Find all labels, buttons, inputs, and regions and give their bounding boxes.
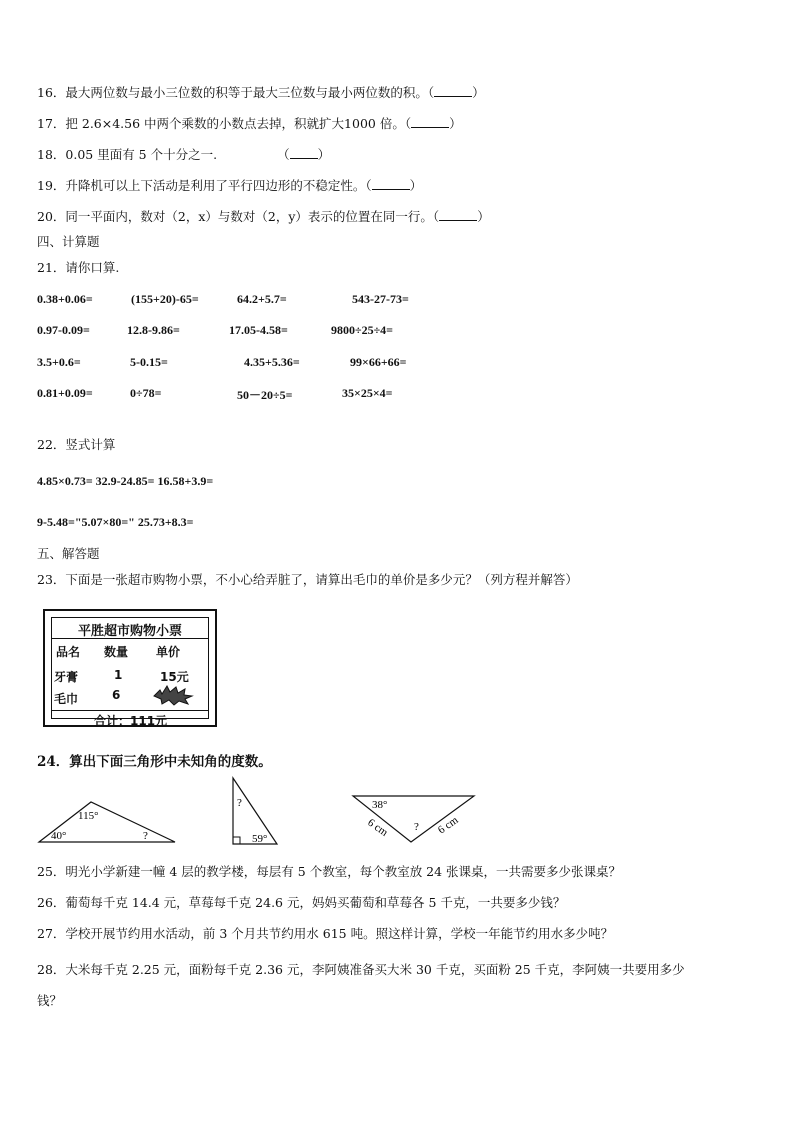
ink-stain-icon: [152, 684, 194, 706]
oral-item: 64.2+5.7=: [237, 292, 287, 306]
answer-blank[interactable]: [372, 177, 410, 190]
answer-blank[interactable]: [411, 115, 449, 128]
oral-item: 0.97-0.09=: [37, 323, 90, 337]
answer-blank[interactable]: [290, 146, 318, 159]
question-26: 26．葡萄每千克 14.4 元，草莓每千克 24.6 元，妈妈买葡萄和草莓各 5 千克，一共要多少钱？: [37, 895, 566, 910]
question-22: 22．竖式计算: [37, 437, 116, 452]
question-18: [37, 146, 330, 163]
divider: [52, 638, 208, 639]
receipt: [43, 609, 217, 727]
angle-label: 59°: [252, 833, 268, 845]
paren-close: ）: [449, 116, 462, 131]
question-text: 19．升降机可以上下活动是利用了平行四边形的不稳定性。（: [37, 178, 372, 193]
question-28: 28．大米每千克 2.25 元，面粉每千克 2.36 元，李阿姨准备买大米 30 千克，买面粉 25 千克，李阿姨一共要用多少: [37, 962, 685, 977]
angle-label: 40°: [51, 830, 67, 842]
oral-item: 0.81+0.09=: [37, 386, 93, 400]
answer-blank[interactable]: [439, 208, 477, 221]
oral-item: 0÷78=: [130, 386, 162, 400]
oral-item: 3.5+0.6=: [37, 355, 81, 369]
unknown-angle-label: ?: [143, 830, 148, 842]
question-28-continued: 钱？: [37, 993, 63, 1008]
vertical-calc-row-1: 4.85×0.73= 32.9-24.85= 16.58+3.9=: [37, 474, 214, 488]
question-20: [37, 208, 490, 225]
receipt-item-qty: 6: [112, 688, 121, 702]
question-17: [37, 115, 462, 132]
receipt-header-price: 单价: [156, 645, 181, 659]
answer-blank[interactable]: [434, 84, 472, 97]
oral-item: 17.05-4.58=: [229, 323, 288, 337]
question-23: 23．下面是一张超市购物小票，不小心给弄脏了，请算出毛巾的单价是多少元？（列方程并解答）: [37, 572, 578, 587]
receipt-header-qty: 数量: [104, 645, 129, 659]
section-heading-calc: 四、计算题: [37, 234, 100, 249]
oral-item: 12.8-9.86=: [127, 323, 180, 337]
paren-close: ）: [477, 209, 490, 224]
triangle-1: [39, 802, 175, 842]
side-label: 6 cm: [365, 816, 390, 839]
triangle-2: [233, 778, 277, 845]
question-27: 27．学校开展节约用水活动，前 3 个月共节约用水 615 吨。照这样计算，学校一年能节约用水多少吨？: [37, 926, 614, 941]
receipt-item-name: 牙膏: [54, 670, 79, 684]
divider: [52, 710, 208, 711]
receipt-header-name: 品名: [56, 645, 81, 659]
receipt-item-qty: 1: [114, 668, 123, 682]
paren-close: ）: [472, 85, 485, 100]
oral-item: 0.38+0.06=: [37, 292, 93, 306]
unknown-angle-label: ?: [237, 797, 242, 809]
question-24: 24．算出下面三角形中未知角的度数。: [37, 754, 272, 770]
paren-close: ）: [317, 147, 331, 162]
question-text: 16．最大两位数与最小三位数的积等于最大三位数与最小两位数的积。（: [37, 85, 435, 100]
vertical-calc-row-2: 9-5.48="5.07×80=" 25.73+8.3=: [37, 515, 194, 529]
oral-item: 35×25×4=: [342, 386, 393, 400]
paren-close: ）: [409, 178, 423, 193]
question-text: 20．同一平面内，数对（2，x）与数对（2，y）表示的位置在同一行。（: [37, 209, 440, 224]
receipt-title: 平胜超市购物小票: [77, 624, 182, 639]
section-heading-word: 五、解答题: [37, 546, 100, 561]
receipt-item-name: 毛巾: [54, 692, 79, 706]
triangles-figure: [37, 776, 482, 848]
oral-item: 5-0.15=: [130, 355, 168, 369]
angle-label: 115°: [78, 810, 99, 822]
question-19: [37, 177, 422, 194]
oral-item: 543-27-73=: [352, 292, 409, 306]
question-text: 18．0.05 里面有 5 个十分之一.: [37, 147, 218, 162]
side-label: 6 cm: [435, 814, 461, 837]
oral-item: 50－20÷5=: [237, 388, 293, 402]
oral-item: 9800÷25÷4=: [331, 323, 394, 337]
question-21: 21．请你口算.: [37, 260, 120, 275]
receipt-frame: [51, 617, 209, 728]
question-25: 25．明光小学新建一幢 4 层的教学楼，每层有 5 个教室，每个教室放 24 张课桌，一共需要多少张课桌？: [37, 864, 622, 879]
oral-item: 4.35+5.36=: [244, 355, 300, 369]
question-text: 17．把 2.6×4.56 中两个乘数的小数点去掉，积就扩大1000 倍。（: [37, 116, 412, 131]
receipt-item-price: 15元: [160, 670, 189, 684]
paren-open: （: [277, 147, 290, 162]
oral-item: (155+20)-65=: [131, 292, 199, 306]
angle-label: 38°: [372, 799, 388, 811]
receipt-total: 合计：111元: [94, 714, 168, 728]
oral-item: 99×66+66=: [350, 355, 407, 369]
question-16: [37, 84, 485, 101]
unknown-angle-label: ?: [414, 821, 419, 833]
triangle-3: [353, 796, 474, 842]
